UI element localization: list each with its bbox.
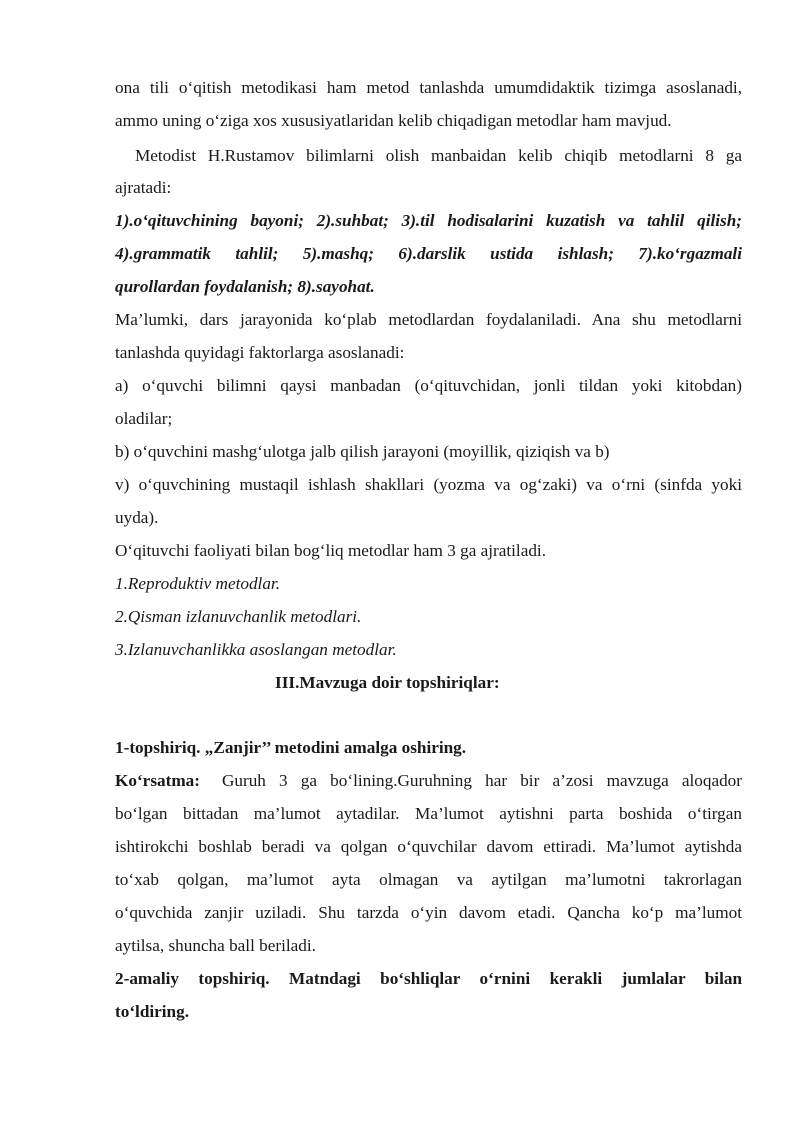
hint-line: aytilsa, shuncha ball beriladi. — [115, 936, 316, 955]
list-item: 2.Qisman izlanuvchanlik metodlari. — [115, 607, 362, 626]
paragraph-line: v) o‘quvchining mustaqil ishlash shakllari (yozma va og‘zaki) va o‘rni (sinfda yoki — [115, 475, 742, 494]
paragraph-line: tanlashda quyidagi faktorlarga asoslanadi: — [115, 343, 405, 362]
task-title: 2-amaliy topshiriq. Matndagi bo‘shliqlar o‘rnini kerakli jumlalar bilan — [115, 969, 742, 988]
paragraph-line: Metodist H.Rustamov bilimlarni olish manbaidan kelib chiqib metodlarni 8 ga — [135, 146, 742, 165]
method-list-line: qurollardan foydalanish; 8).sayohat. — [115, 277, 375, 296]
list-item: 3.Izlanuvchanlikka asoslangan metodlar. — [115, 640, 397, 659]
paragraph-line: uyda). — [115, 508, 159, 527]
task-title: to‘ldiring. — [115, 1002, 190, 1021]
paragraph-line: Ma’lumki, dars jarayonida ko‘plab metodlardan foydalaniladi. Ana shu metodlarni — [115, 310, 742, 329]
paragraph-line: ammo uning o‘ziga xos xususiyatlaridan kelib chiqadigan metodlar ham mavjud. — [115, 111, 672, 130]
list-item: 1.Reproduktiv metodlar. — [115, 574, 280, 593]
method-list-line: 4).grammatik tahlil; 5).mashq; 6).darslik ustida ishlash; 7).ko‘rgazmali — [115, 244, 742, 263]
paragraph-line: ona tili o‘qitish metodikasi ham metod tanlashda umumdidaktik tizimga asoslanadi, — [115, 78, 742, 97]
paragraph-line: b) o‘quvchini mashg‘ulotga jalb qilish jarayoni (moyillik, qiziqish va b) — [115, 442, 610, 461]
hint-label: Ko‘rsatma: — [115, 771, 200, 790]
hint-line: ishtirokchi boshlab beradi va qolgan o‘quvchilar davom ettiradi. Ma’lumot aytishda — [115, 837, 742, 856]
method-list-line: 1).o‘qituvchining bayoni; 2).suhbat; 3).til hodisalarini kuzatish va tahlil qilish; — [115, 211, 742, 230]
hint-text: Guruh 3 ga bo‘lining.Guruhning har bir a’zosi mavzuga aloqador — [221, 771, 742, 790]
section-heading: III.Mavzuga doir topshiriqlar: — [275, 673, 500, 692]
hint-line: to‘xab qolgan, ma’lumot ayta olmagan va aytilgan ma’lumotni takrorlagan — [115, 870, 742, 889]
paragraph-line: oladilar; — [115, 409, 173, 428]
task-title: 1-topshiriq. „Zanjir’’ metodini amalga oshiring. — [115, 738, 467, 757]
paragraph-line: ajratadi: — [115, 178, 172, 197]
hint-line — [115, 770, 742, 792]
paragraph-line: O‘qituvchi faoliyati bilan bog‘liq metodlar ham 3 ga ajratiladi. — [115, 541, 546, 560]
hint-line: bo‘lgan bittadan ma’lumot aytadilar. Ma’lumot aytishni parta boshida o‘tirgan — [115, 804, 742, 823]
paragraph-line: a) o‘quvchi bilimni qaysi manbadan (o‘qituvchidan, jonli tildan yoki kitobdan) — [115, 376, 742, 395]
hint-line: o‘quvchida zanjir uziladi. Shu tarzda o‘yin davom etadi. Qancha ko‘p ma’lumot — [115, 903, 742, 922]
